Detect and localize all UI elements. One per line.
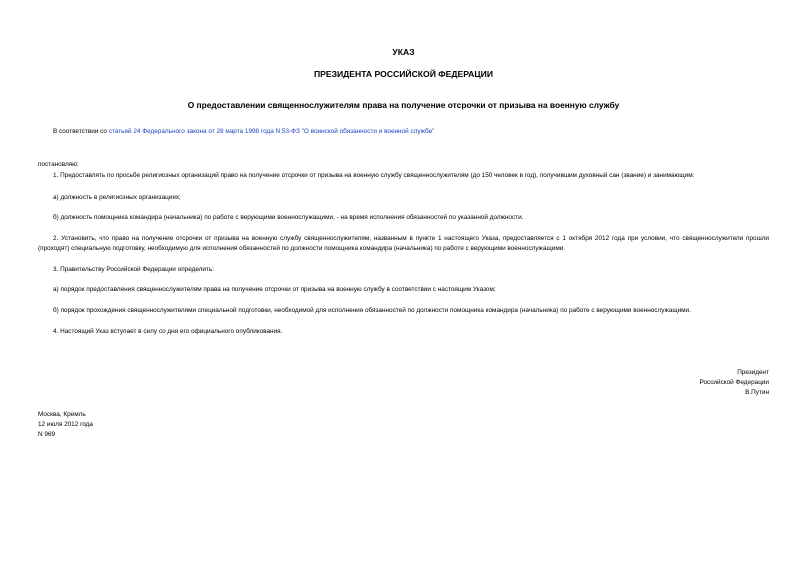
paragraph-item-2: 2. Установить, что право на получение отсрочки от призыва на военную службу священнослужителям, названным в пункте 1 настоящего Указа, предоставляется с 1 октября 2012 года при условии, что священнослужители прошли (проходят) специальную подготовку, необходимую для исполнения обязанностей по должности помощника командира (начальника) по работе с верующими военнослужащими. <box>38 235 769 252</box>
paragraph-item-4: 4. Настоящий Указ вступает в силу со дня его официального опубликования. <box>53 328 283 335</box>
signature-name: В.Путин <box>745 389 769 396</box>
place-date-block <box>38 410 93 440</box>
decree-subject: О предоставлении священнослужителям права на получение отсрочки от призыва на военную службу <box>187 100 620 110</box>
issue-place: Москва, Кремль <box>38 411 86 418</box>
decree-title: УКАЗ <box>392 47 415 57</box>
paragraph-item-3a: а) порядок предоставления священнослужителям права на получение отсрочки от призыва на военную службу в соответствии с настоящим Указом; <box>53 286 496 293</box>
paragraph-item-1: 1. Предоставлять по просьбе религиозных организаций право на получение отсрочки от призыва на военную службу священнослужителям (до 150 человек в год), получившим духовный сан (звание) и занимающим: <box>53 172 695 179</box>
preamble-paragraph <box>38 127 769 137</box>
paragraph-item-1b: б) должность помощника командира (начальника) по работе с верующими военнослужащими, - на время исполнения обязанностей по указанной должности. <box>53 214 524 221</box>
signature-title: Президент <box>737 369 769 376</box>
decree-number: N 969 <box>38 431 56 438</box>
law-reference-link[interactable]: статьей 24 Федерального закона от 28 марта 1998 года N 53-ФЗ "О воинской обязанности и военной службе" <box>108 128 435 135</box>
issue-date: 12 июля 2012 года <box>38 421 93 428</box>
preamble-text: В соответствии со <box>53 128 109 135</box>
paragraph-item-3: 3. Правительству Российской Федерации определить: <box>53 266 215 273</box>
resolution-word: постановляю: <box>38 161 79 168</box>
paragraph-item-1a: а) должность в религиозных организациях; <box>53 194 181 201</box>
signature-country: Российской Федерации <box>699 379 769 386</box>
paragraph-item-3b: б) порядок прохождения священнослужителями специальной подготовки, необходимой для исполнения обязанностей по должности помощника командира (начальника) по работе с верующими военнослужащими. <box>53 307 691 314</box>
decree-issuer: ПРЕЗИДЕНТА РОССИЙСКОЙ ФЕДЕРАЦИИ <box>313 69 494 79</box>
signature-block <box>700 368 770 398</box>
